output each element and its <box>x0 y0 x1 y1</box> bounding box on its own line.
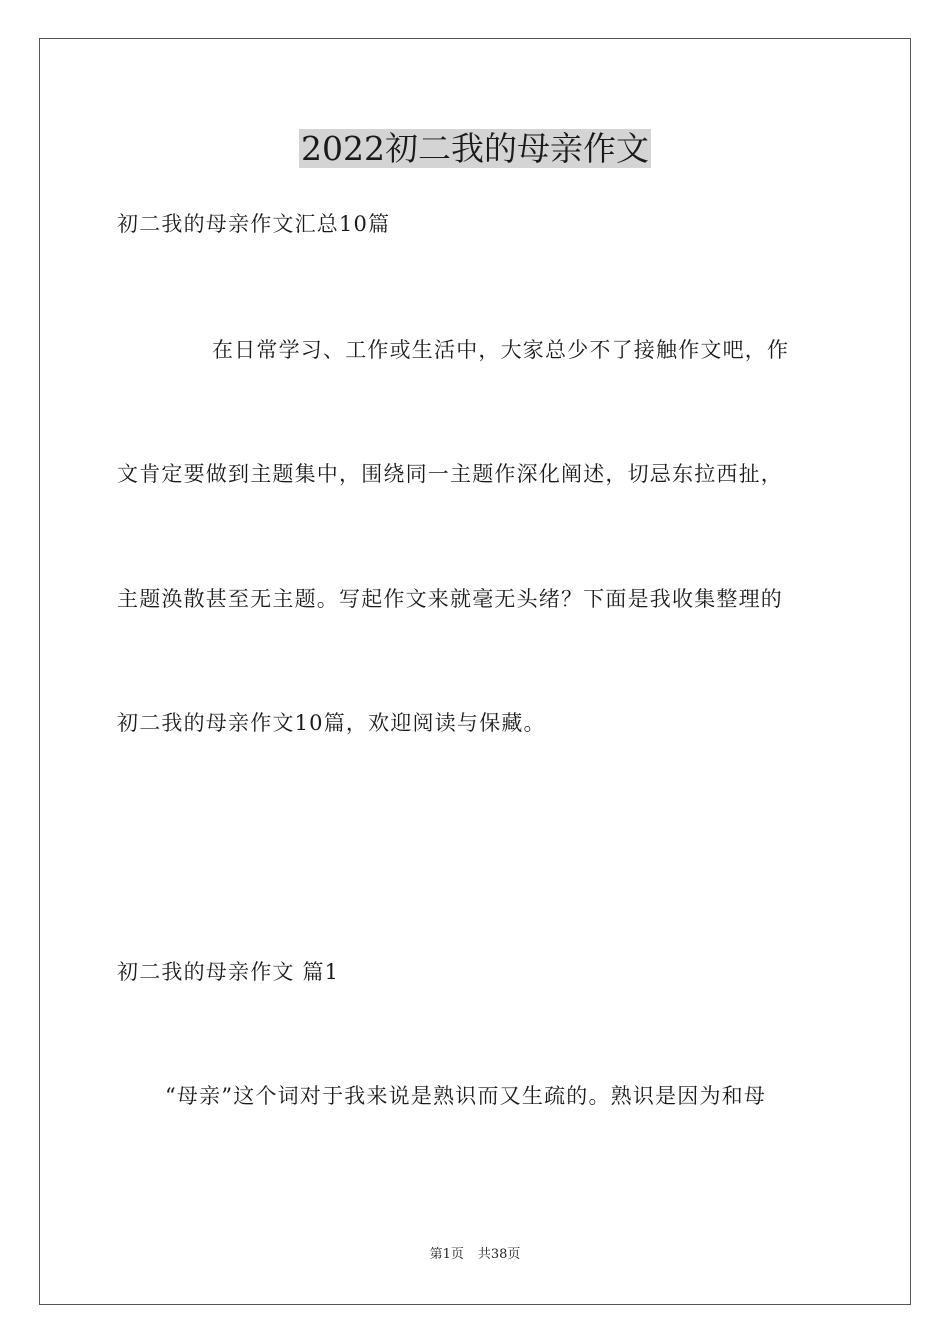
document-title-text: 2022初二我的母亲作文 <box>301 129 649 168</box>
intro-line: 文肯定要做到主题集中，围绕同一主题作深化阐述，切忌东拉西扯， <box>117 462 783 486</box>
intro-line: 在日常学习、工作或生活中，大家总少不了接触作文吧，作 <box>212 338 790 362</box>
intro-line: 主题涣散甚至无主题。写起作文来就毫无头绪？下面是我收集整理的 <box>117 587 783 611</box>
page-total: 共38页 <box>477 1247 521 1262</box>
document-title <box>0 127 950 171</box>
document-subtitle: 初二我的母亲作文汇总10篇 <box>117 212 391 236</box>
page-number: 第1页 <box>429 1247 464 1262</box>
section-paragraph-line: “母亲”这个词对于我来说是熟识而又生疏的。熟识是因为和母 <box>165 1084 767 1108</box>
intro-line: 初二我的母亲作文10篇，欢迎阅读与保藏。 <box>117 711 546 735</box>
page-footer <box>0 1246 950 1264</box>
section-heading: 初二我的母亲作文 篇1 <box>117 960 340 984</box>
